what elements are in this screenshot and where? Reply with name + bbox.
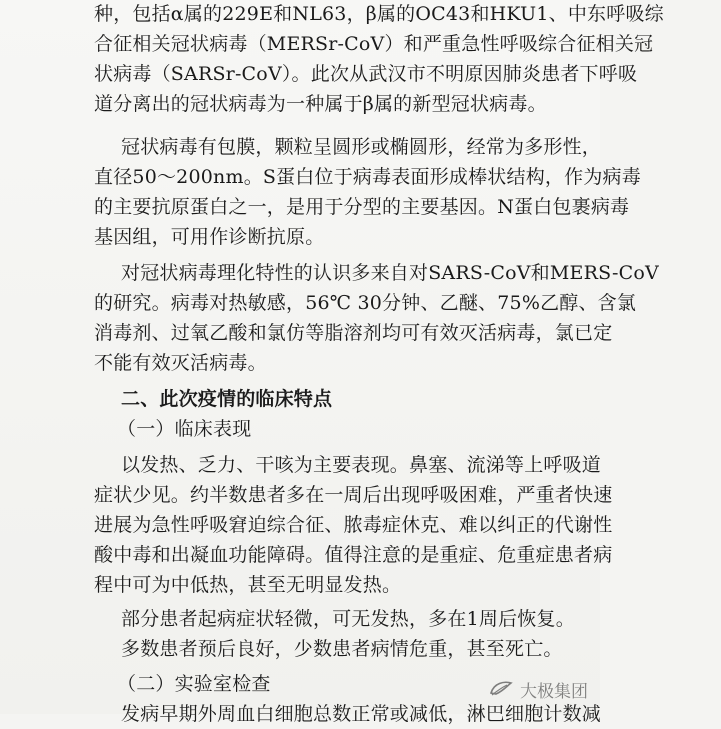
text-line-5: 冠状病毒有包膜，颗粒呈圆形或椭圆形，经常为多形性， [121, 136, 602, 158]
subsection-heading-1: （一）临床表现 [117, 418, 252, 440]
text-line-6: 直径50～200nm。S蛋白位于病毒表面形成棒状结构，作为病毒 [94, 166, 641, 188]
text-line-23: 发病早期外周血白细胞总数正常或减低，淋巴细胞计数减 [121, 703, 602, 725]
text-line-2: 合征相关冠状病毒（MERSr-CoV）和严重急性呼吸综合征相关冠 [94, 33, 654, 55]
watermark-text: 大极集团 [520, 681, 588, 702]
text-line-16: 症状少见。约半数患者多在一周后出现呼吸困难，严重者快速 [94, 484, 613, 506]
text-line-8: 基因组，可用作诊断抗原。 [94, 226, 325, 248]
text-line-7: 的主要抗原蛋白之一，是用于分型的主要基因。N蛋白包裹病毒 [94, 196, 630, 218]
text-line-1: 种，包括α属的229E和NL63，β属的OC43和HKU1、中东呼吸综 [94, 3, 664, 25]
text-line-17: 进展为急性呼吸窘迫综合征、脓毒症休克、难以纠正的代谢性 [94, 514, 613, 536]
watermark [488, 674, 588, 704]
text-line-10: 的研究。病毒对热敏感，56℃ 30分钟、乙醚、75%乙醇、含氯 [94, 292, 637, 314]
leaf-logo-icon [488, 679, 514, 699]
text-line-11: 消毒剂、过氧乙酸和氯仿等脂溶剂均可有效灭活病毒，氯已定 [94, 322, 613, 344]
text-line-9: 对冠状病毒理化特性的认识多来自对SARS-CoV和MERS-CoV [121, 262, 659, 284]
text-line-19: 程中可为中低热，甚至无明显发热。 [94, 574, 402, 596]
text-line-15: 以发热、乏力、干咳为主要表现。鼻塞、流涕等上呼吸道 [121, 454, 602, 476]
text-line-4: 道分离出的冠状病毒为一种属于β属的新型冠状病毒。 [94, 93, 547, 115]
subsection-heading-2: （二）实验室检查 [117, 673, 271, 695]
text-line-3: 状病毒（SARSr-CoV）。此次从武汉市不明原因肺炎患者下呼吸 [94, 63, 638, 85]
text-line-12: 不能有效灭活病毒。 [94, 352, 267, 374]
text-line-21: 多数患者预后良好，少数患者病情危重，甚至死亡。 [121, 638, 563, 660]
section-heading: 二、此次疫情的临床特点 [121, 388, 333, 410]
text-line-18: 酸中毒和出凝血功能障碍。值得注意的是重症、危重症患者病 [94, 544, 613, 566]
text-line-20: 部分患者起病症状轻微，可无发热，多在1周后恢复。 [121, 608, 575, 630]
